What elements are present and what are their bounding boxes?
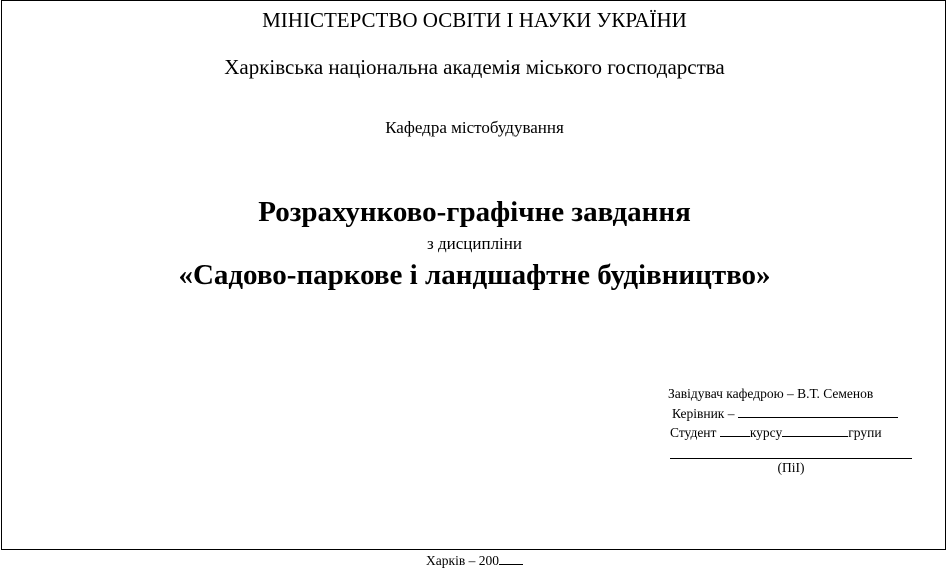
group-label: групи [848, 425, 882, 440]
student-line [670, 424, 882, 441]
head-of-department-line: Завідувач кафедрою – В.Т. Семенов [668, 386, 874, 401]
supervisor-line [672, 405, 898, 422]
course-label: курсу [749, 425, 783, 440]
discipline-prefix: з дисципліни [427, 234, 522, 253]
supervisor-blank [738, 405, 898, 418]
course-blank [720, 424, 750, 437]
ministry-heading: МІНІСТЕРСТВО ОСВІТИ І НАУКИ УКРАЇНИ [262, 8, 687, 32]
student-label: Студент [670, 425, 717, 440]
initials-label: (ПіІ) [777, 460, 805, 475]
academy-name: Харківська національна академія міського господарства [224, 55, 725, 79]
supervisor-label: Керівник – [672, 406, 735, 421]
year-blank [499, 552, 523, 565]
student-name-blank [670, 458, 912, 459]
group-blank [782, 424, 848, 437]
department-name: Кафедра містобудування [385, 118, 564, 137]
work-type-title: Розрахунково-графічне завдання [258, 196, 691, 228]
city-year-text: Харків – 200 [426, 553, 499, 568]
city-year-footer [0, 552, 949, 569]
discipline-name: «Садово-паркове і ландшафтне будівництво» [178, 259, 771, 291]
